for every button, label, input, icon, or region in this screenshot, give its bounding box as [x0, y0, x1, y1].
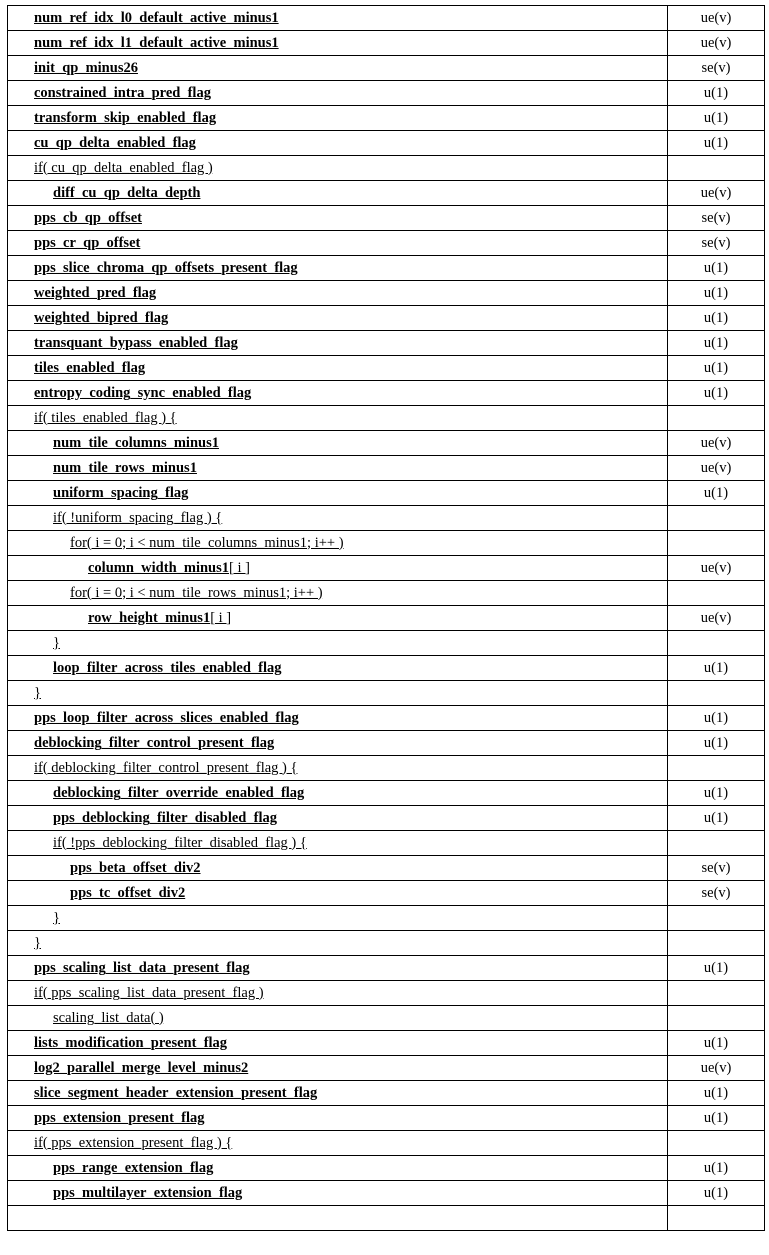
syntax-element: weighted_bipred_flag: [8, 306, 668, 331]
descriptor: [668, 531, 765, 556]
syntax-element: lists_modification_present_flag: [8, 1031, 668, 1056]
descriptor: ue(v): [668, 181, 765, 206]
descriptor: u(1): [668, 806, 765, 831]
syntax-element: pps_range_extension_flag: [8, 1156, 668, 1181]
syntax-element: pps_beta_offset_div2: [8, 856, 668, 881]
table-row: [8, 1081, 765, 1106]
table-row: [8, 806, 765, 831]
descriptor: se(v): [668, 206, 765, 231]
table-row: [8, 981, 765, 1006]
syntax-element: cu_qp_delta_enabled_flag: [8, 131, 668, 156]
descriptor: [668, 1131, 765, 1156]
condition: if( !uniform_spacing_flag ) {: [8, 506, 668, 531]
table-row: [8, 406, 765, 431]
table-row: [8, 956, 765, 981]
descriptor: [668, 631, 765, 656]
loop: for( i = 0; i < num_tile_columns_minus1; i++ ): [8, 531, 668, 556]
condition: if( pps_extension_present_flag ) {: [8, 1131, 668, 1156]
descriptor: u(1): [668, 731, 765, 756]
syntax-element: pps_scaling_list_data_present_flag: [8, 956, 668, 981]
syntax-element: pps_loop_filter_across_slices_enabled_flag: [8, 706, 668, 731]
table-row: [8, 606, 765, 631]
table-row: [8, 681, 765, 706]
table-row: [8, 6, 765, 31]
table-row: [8, 581, 765, 606]
descriptor: se(v): [668, 856, 765, 881]
table-row: [8, 31, 765, 56]
descriptor: u(1): [668, 1081, 765, 1106]
syntax-element: uniform_spacing_flag: [8, 481, 668, 506]
loop: for( i = 0; i < num_tile_rows_minus1; i++ ): [8, 581, 668, 606]
syntax-element: transquant_bypass_enabled_flag: [8, 331, 668, 356]
syntax-element: pps_multilayer_extension_flag: [8, 1181, 668, 1206]
condition: if( pps_scaling_list_data_present_flag ): [8, 981, 668, 1006]
descriptor: u(1): [668, 131, 765, 156]
descriptor: u(1): [668, 1106, 765, 1131]
table-row: [8, 856, 765, 881]
syntax-element: num_ref_idx_l1_default_active_minus1: [8, 31, 668, 56]
table-row: [8, 1106, 765, 1131]
table-row: [8, 506, 765, 531]
brace: }: [8, 931, 668, 956]
descriptor: u(1): [668, 481, 765, 506]
table-row: [8, 1031, 765, 1056]
descriptor: u(1): [668, 281, 765, 306]
table-row: [8, 1181, 765, 1206]
syntax-element: column_width_minus1[ i ]: [8, 556, 668, 581]
syntax-element: transform_skip_enabled_flag: [8, 106, 668, 131]
descriptor: ue(v): [668, 556, 765, 581]
descriptor: [668, 931, 765, 956]
syntax-element: slice_segment_header_extension_present_flag: [8, 1081, 668, 1106]
empty-cell: [668, 1206, 765, 1231]
table-row: [8, 781, 765, 806]
table-row: [8, 431, 765, 456]
descriptor: [668, 756, 765, 781]
syntax-element: pps_cb_qp_offset: [8, 206, 668, 231]
table-row: [8, 881, 765, 906]
table-row: [8, 231, 765, 256]
descriptor: [668, 1006, 765, 1031]
syntax-element: entropy_coding_sync_enabled_flag: [8, 381, 668, 406]
descriptor: [668, 981, 765, 1006]
descriptor: se(v): [668, 881, 765, 906]
condition: if( !pps_deblocking_filter_disabled_flag ) {: [8, 831, 668, 856]
condition: if( tiles_enabled_flag ) {: [8, 406, 668, 431]
syntax-element: constrained_intra_pred_flag: [8, 81, 668, 106]
descriptor: u(1): [668, 1156, 765, 1181]
descriptor: [668, 581, 765, 606]
descriptor: u(1): [668, 956, 765, 981]
syntax-element: pps_tc_offset_div2: [8, 881, 668, 906]
table-row: [8, 1156, 765, 1181]
table-row: [8, 456, 765, 481]
table-row: [8, 1206, 765, 1231]
descriptor: se(v): [668, 56, 765, 81]
syntax-element: deblocking_filter_control_present_flag: [8, 731, 668, 756]
table-row: [8, 331, 765, 356]
descriptor: ue(v): [668, 606, 765, 631]
table-row: [8, 131, 765, 156]
descriptor: u(1): [668, 656, 765, 681]
table-row: [8, 56, 765, 81]
descriptor: u(1): [668, 106, 765, 131]
descriptor: [668, 681, 765, 706]
descriptor: se(v): [668, 231, 765, 256]
descriptor: ue(v): [668, 456, 765, 481]
table-row: [8, 206, 765, 231]
descriptor: [668, 906, 765, 931]
descriptor: u(1): [668, 306, 765, 331]
syntax-element: pps_extension_present_flag: [8, 1106, 668, 1131]
descriptor: ue(v): [668, 6, 765, 31]
syntax-element: weighted_pred_flag: [8, 281, 668, 306]
table-row: [8, 531, 765, 556]
syntax-element: log2_parallel_merge_level_minus2: [8, 1056, 668, 1081]
table-row: [8, 556, 765, 581]
function-call: scaling_list_data( ): [8, 1006, 668, 1031]
descriptor: [668, 406, 765, 431]
table-row: [8, 106, 765, 131]
descriptor: u(1): [668, 381, 765, 406]
brace: }: [8, 631, 668, 656]
table-row: [8, 81, 765, 106]
table-row: [8, 156, 765, 181]
syntax-table: [7, 5, 765, 1231]
table-row: [8, 931, 765, 956]
table-row: [8, 756, 765, 781]
empty-cell: [8, 1206, 668, 1231]
descriptor: [668, 831, 765, 856]
descriptor: u(1): [668, 1031, 765, 1056]
syntax-element: deblocking_filter_override_enabled_flag: [8, 781, 668, 806]
table-row: [8, 181, 765, 206]
table-row: [8, 1056, 765, 1081]
table-row: [8, 656, 765, 681]
descriptor: u(1): [668, 81, 765, 106]
syntax-element: pps_slice_chroma_qp_offsets_present_flag: [8, 256, 668, 281]
table-row: [8, 1131, 765, 1156]
descriptor: u(1): [668, 331, 765, 356]
syntax-element: pps_cr_qp_offset: [8, 231, 668, 256]
condition: if( deblocking_filter_control_present_flag ) {: [8, 756, 668, 781]
table-row: [8, 906, 765, 931]
syntax-element: init_qp_minus26: [8, 56, 668, 81]
table-row: [8, 1006, 765, 1031]
descriptor: ue(v): [668, 31, 765, 56]
syntax-element: tiles_enabled_flag: [8, 356, 668, 381]
descriptor: ue(v): [668, 431, 765, 456]
table-row: [8, 631, 765, 656]
table-row: [8, 256, 765, 281]
table-row: [8, 731, 765, 756]
table-row: [8, 381, 765, 406]
table-row: [8, 281, 765, 306]
condition: if( cu_qp_delta_enabled_flag ): [8, 156, 668, 181]
descriptor: u(1): [668, 706, 765, 731]
table-row: [8, 706, 765, 731]
table-row: [8, 481, 765, 506]
descriptor: u(1): [668, 1181, 765, 1206]
syntax-element: diff_cu_qp_delta_depth: [8, 181, 668, 206]
syntax-element: num_tile_columns_minus1: [8, 431, 668, 456]
syntax-element: pps_deblocking_filter_disabled_flag: [8, 806, 668, 831]
syntax-element: row_height_minus1[ i ]: [8, 606, 668, 631]
descriptor: u(1): [668, 781, 765, 806]
syntax-element: num_ref_idx_l0_default_active_minus1: [8, 6, 668, 31]
table-row: [8, 831, 765, 856]
brace: }: [8, 906, 668, 931]
descriptor: ue(v): [668, 1056, 765, 1081]
descriptor: [668, 506, 765, 531]
table-row: [8, 306, 765, 331]
descriptor: [668, 156, 765, 181]
syntax-element: loop_filter_across_tiles_enabled_flag: [8, 656, 668, 681]
table-row: [8, 356, 765, 381]
descriptor: u(1): [668, 256, 765, 281]
descriptor: u(1): [668, 356, 765, 381]
syntax-element: num_tile_rows_minus1: [8, 456, 668, 481]
brace: }: [8, 681, 668, 706]
